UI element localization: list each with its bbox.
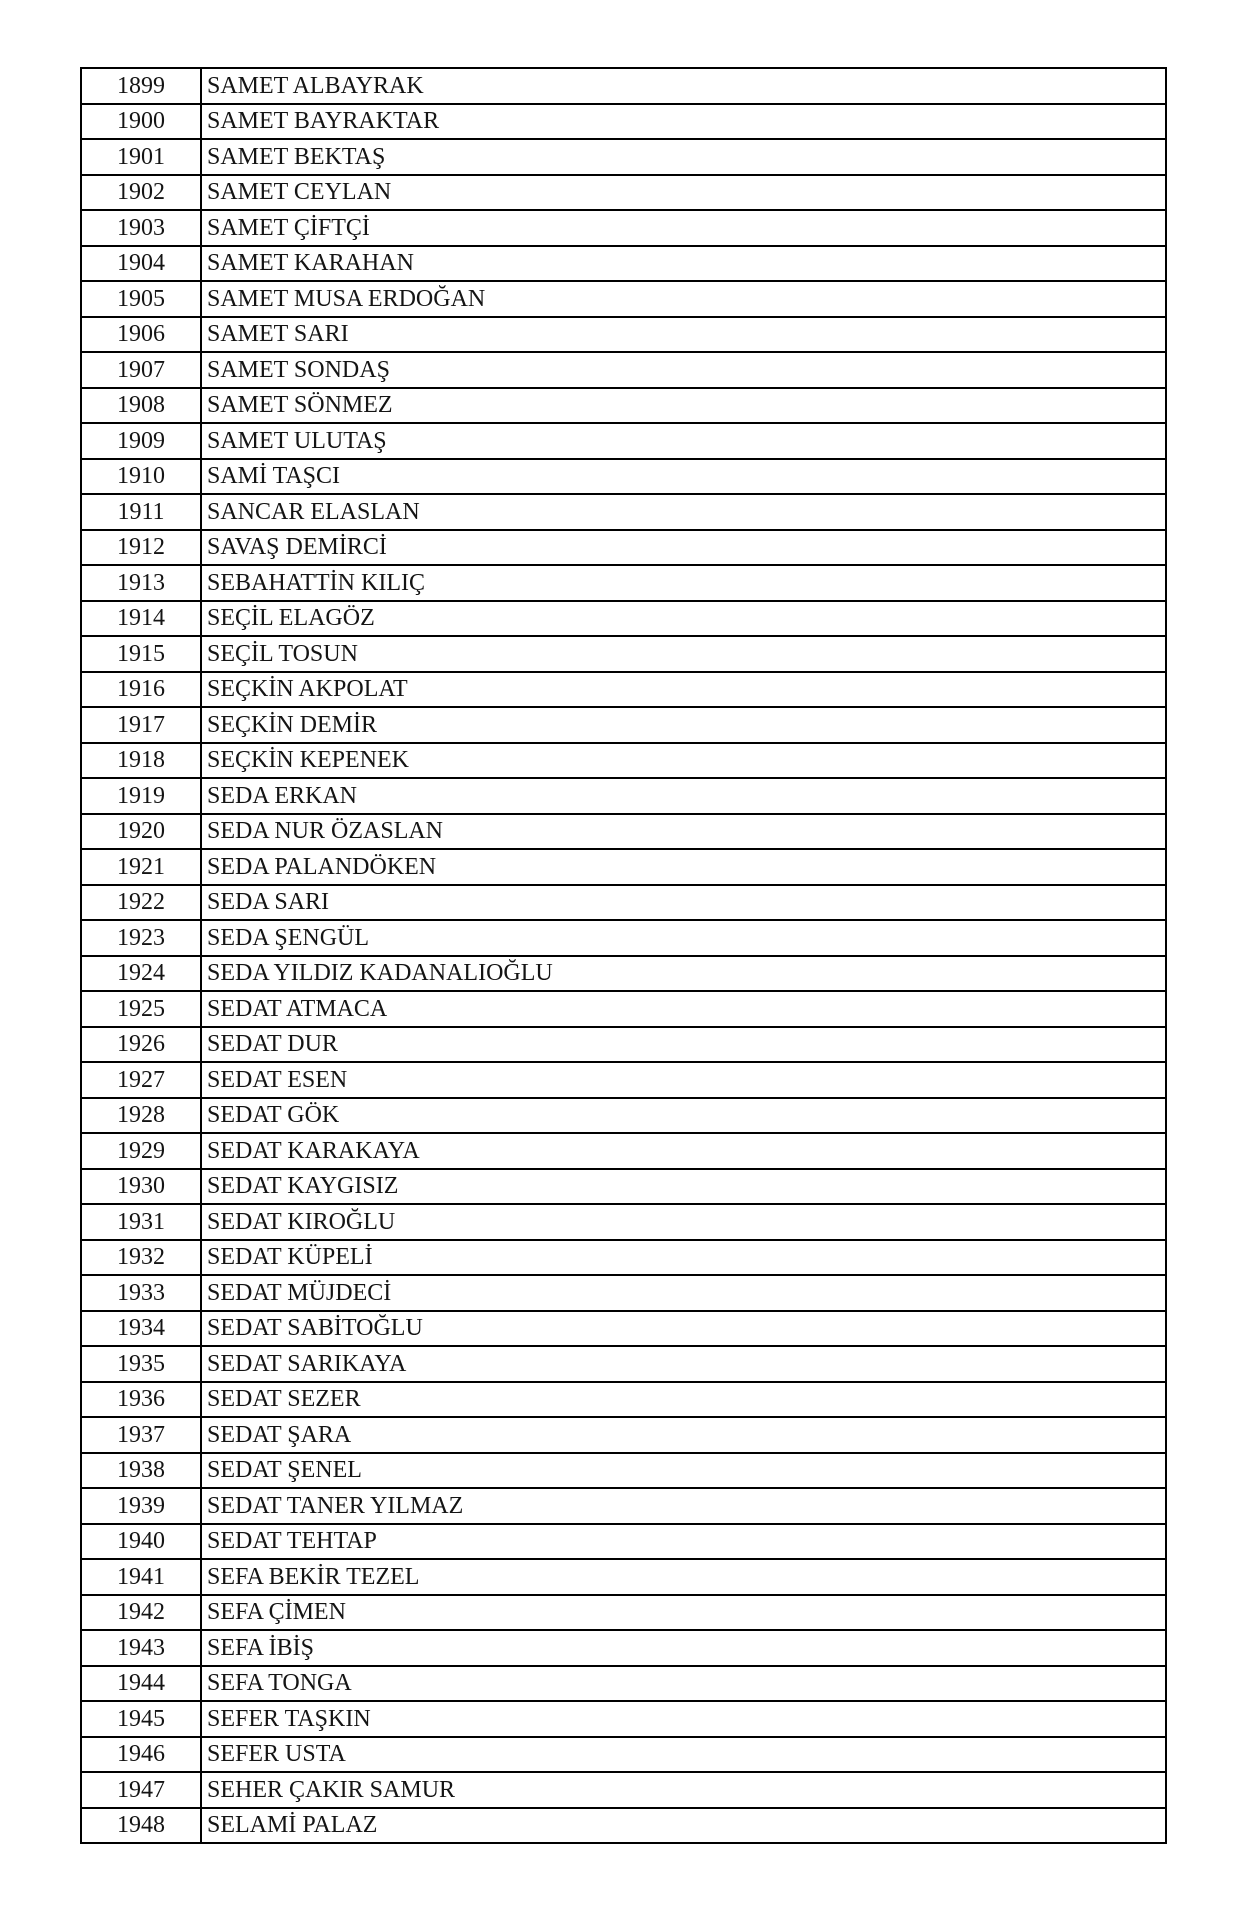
table-row bbox=[81, 530, 1166, 566]
table-row bbox=[81, 1027, 1166, 1063]
row-name-cell: SEDAT SEZER bbox=[201, 1382, 1166, 1418]
row-name-cell: SEDAT ŞENEL bbox=[201, 1453, 1166, 1489]
table-row bbox=[81, 1240, 1166, 1276]
table-row bbox=[81, 1204, 1166, 1240]
row-number-cell: 1911 bbox=[81, 494, 201, 530]
table-row bbox=[81, 281, 1166, 317]
table-row bbox=[81, 317, 1166, 353]
row-name-cell: SEDA NUR ÖZASLAN bbox=[201, 814, 1166, 850]
row-name-cell: SAMET ÇİFTÇİ bbox=[201, 210, 1166, 246]
row-number-cell: 1931 bbox=[81, 1204, 201, 1240]
table-row bbox=[81, 175, 1166, 211]
row-name-cell: SEDAT ESEN bbox=[201, 1062, 1166, 1098]
table-row bbox=[81, 1488, 1166, 1524]
table-row bbox=[81, 707, 1166, 743]
table-row bbox=[81, 1311, 1166, 1347]
row-number-cell: 1936 bbox=[81, 1382, 201, 1418]
row-number-cell: 1910 bbox=[81, 459, 201, 495]
row-name-cell: SEFER USTA bbox=[201, 1737, 1166, 1773]
row-name-cell: SAMET ALBAYRAK bbox=[201, 68, 1166, 104]
row-number-cell: 1905 bbox=[81, 281, 201, 317]
row-number-cell: 1912 bbox=[81, 530, 201, 566]
table-row bbox=[81, 210, 1166, 246]
row-name-cell: SEDAT SARIKAYA bbox=[201, 1346, 1166, 1382]
table-row bbox=[81, 1417, 1166, 1453]
table-row bbox=[81, 1275, 1166, 1311]
row-number-cell: 1914 bbox=[81, 601, 201, 637]
row-number-cell: 1918 bbox=[81, 743, 201, 779]
row-number-cell: 1920 bbox=[81, 814, 201, 850]
table-row bbox=[81, 672, 1166, 708]
row-number-cell: 1908 bbox=[81, 388, 201, 424]
table-row bbox=[81, 1133, 1166, 1169]
row-number-cell: 1901 bbox=[81, 139, 201, 175]
table-row bbox=[81, 1169, 1166, 1205]
row-number-cell: 1935 bbox=[81, 1346, 201, 1382]
row-name-cell: SEÇİL ELAGÖZ bbox=[201, 601, 1166, 637]
table-row bbox=[81, 1701, 1166, 1737]
row-number-cell: 1922 bbox=[81, 885, 201, 921]
row-number-cell: 1946 bbox=[81, 1737, 201, 1773]
table-row bbox=[81, 849, 1166, 885]
row-name-cell: SEÇİL TOSUN bbox=[201, 636, 1166, 672]
row-name-cell: SEDAT SABİTOĞLU bbox=[201, 1311, 1166, 1347]
row-name-cell: SEDAT MÜJDECİ bbox=[201, 1275, 1166, 1311]
row-name-cell: SAMET BAYRAKTAR bbox=[201, 104, 1166, 140]
row-name-cell: SEDA YILDIZ KADANALIOĞLU bbox=[201, 956, 1166, 992]
row-name-cell: SEFA ÇİMEN bbox=[201, 1595, 1166, 1631]
table-row bbox=[81, 956, 1166, 992]
table-row bbox=[81, 1630, 1166, 1666]
row-name-cell: SEDAT DUR bbox=[201, 1027, 1166, 1063]
table-row bbox=[81, 139, 1166, 175]
table-row bbox=[81, 1666, 1166, 1702]
table-row bbox=[81, 1808, 1166, 1844]
table-row bbox=[81, 68, 1166, 104]
table-row bbox=[81, 778, 1166, 814]
table-row bbox=[81, 494, 1166, 530]
row-name-cell: SEÇKİN DEMİR bbox=[201, 707, 1166, 743]
row-number-cell: 1943 bbox=[81, 1630, 201, 1666]
table-row bbox=[81, 814, 1166, 850]
row-name-cell: SAMET SARI bbox=[201, 317, 1166, 353]
table-row bbox=[81, 1346, 1166, 1382]
table-row bbox=[81, 1453, 1166, 1489]
row-number-cell: 1904 bbox=[81, 246, 201, 282]
row-number-cell: 1927 bbox=[81, 1062, 201, 1098]
table-row bbox=[81, 1098, 1166, 1134]
table-row bbox=[81, 352, 1166, 388]
row-name-cell: SEBAHATTİN KILIÇ bbox=[201, 565, 1166, 601]
row-name-cell: SAMET SONDAŞ bbox=[201, 352, 1166, 388]
row-name-cell: SAMET SÖNMEZ bbox=[201, 388, 1166, 424]
row-number-cell: 1916 bbox=[81, 672, 201, 708]
row-name-cell: SEHER ÇAKIR SAMUR bbox=[201, 1772, 1166, 1808]
table-row bbox=[81, 388, 1166, 424]
row-number-cell: 1937 bbox=[81, 1417, 201, 1453]
table-row bbox=[81, 1737, 1166, 1773]
row-number-cell: 1923 bbox=[81, 920, 201, 956]
roster-table-body bbox=[81, 68, 1166, 1843]
table-row bbox=[81, 885, 1166, 921]
row-name-cell: SEDA ERKAN bbox=[201, 778, 1166, 814]
row-name-cell: SAMET ULUTAŞ bbox=[201, 423, 1166, 459]
row-number-cell: 1906 bbox=[81, 317, 201, 353]
table-row bbox=[81, 1595, 1166, 1631]
row-number-cell: 1921 bbox=[81, 849, 201, 885]
row-name-cell: SAMET CEYLAN bbox=[201, 175, 1166, 211]
row-name-cell: SEFA TONGA bbox=[201, 1666, 1166, 1702]
row-number-cell: 1938 bbox=[81, 1453, 201, 1489]
row-name-cell: SEÇKİN AKPOLAT bbox=[201, 672, 1166, 708]
row-number-cell: 1940 bbox=[81, 1524, 201, 1560]
row-name-cell: SEDAT GÖK bbox=[201, 1098, 1166, 1134]
row-number-cell: 1909 bbox=[81, 423, 201, 459]
row-number-cell: 1900 bbox=[81, 104, 201, 140]
row-number-cell: 1941 bbox=[81, 1559, 201, 1595]
table-row bbox=[81, 1382, 1166, 1418]
table-row bbox=[81, 636, 1166, 672]
table-row bbox=[81, 1772, 1166, 1808]
table-row bbox=[81, 104, 1166, 140]
row-number-cell: 1932 bbox=[81, 1240, 201, 1276]
row-number-cell: 1928 bbox=[81, 1098, 201, 1134]
row-name-cell: SAMET MUSA ERDOĞAN bbox=[201, 281, 1166, 317]
row-name-cell: SEDAT KAYGISIZ bbox=[201, 1169, 1166, 1205]
row-number-cell: 1945 bbox=[81, 1701, 201, 1737]
row-name-cell: SAMİ TAŞCI bbox=[201, 459, 1166, 495]
row-name-cell: SEDA ŞENGÜL bbox=[201, 920, 1166, 956]
table-row bbox=[81, 459, 1166, 495]
row-name-cell: SEFER TAŞKIN bbox=[201, 1701, 1166, 1737]
table-row bbox=[81, 601, 1166, 637]
row-name-cell: SEDA PALANDÖKEN bbox=[201, 849, 1166, 885]
row-name-cell: SANCAR ELASLAN bbox=[201, 494, 1166, 530]
table-row bbox=[81, 565, 1166, 601]
row-name-cell: SEDAT KARAKAYA bbox=[201, 1133, 1166, 1169]
row-number-cell: 1902 bbox=[81, 175, 201, 211]
row-name-cell: SEDAT TEHTAP bbox=[201, 1524, 1166, 1560]
row-number-cell: 1934 bbox=[81, 1311, 201, 1347]
row-number-cell: 1924 bbox=[81, 956, 201, 992]
row-number-cell: 1930 bbox=[81, 1169, 201, 1205]
row-number-cell: 1919 bbox=[81, 778, 201, 814]
row-name-cell: SEDA SARI bbox=[201, 885, 1166, 921]
row-number-cell: 1929 bbox=[81, 1133, 201, 1169]
row-number-cell: 1926 bbox=[81, 1027, 201, 1063]
row-number-cell: 1913 bbox=[81, 565, 201, 601]
row-number-cell: 1915 bbox=[81, 636, 201, 672]
table-row bbox=[81, 246, 1166, 282]
row-number-cell: 1917 bbox=[81, 707, 201, 743]
row-name-cell: SEDAT ŞARA bbox=[201, 1417, 1166, 1453]
table-row bbox=[81, 1559, 1166, 1595]
row-number-cell: 1948 bbox=[81, 1808, 201, 1844]
name-roster-table bbox=[80, 67, 1167, 1844]
row-name-cell: SEDAT TANER YILMAZ bbox=[201, 1488, 1166, 1524]
row-name-cell: SEDAT KIROĞLU bbox=[201, 1204, 1166, 1240]
row-number-cell: 1947 bbox=[81, 1772, 201, 1808]
row-name-cell: SEÇKİN KEPENEK bbox=[201, 743, 1166, 779]
row-number-cell: 1903 bbox=[81, 210, 201, 246]
row-number-cell: 1942 bbox=[81, 1595, 201, 1631]
row-name-cell: SELAMİ PALAZ bbox=[201, 1808, 1166, 1844]
row-name-cell: SEFA BEKİR TEZEL bbox=[201, 1559, 1166, 1595]
row-name-cell: SAVAŞ DEMİRCİ bbox=[201, 530, 1166, 566]
row-number-cell: 1899 bbox=[81, 68, 201, 104]
row-number-cell: 1907 bbox=[81, 352, 201, 388]
table-row bbox=[81, 920, 1166, 956]
table-row bbox=[81, 1062, 1166, 1098]
row-number-cell: 1933 bbox=[81, 1275, 201, 1311]
row-number-cell: 1925 bbox=[81, 991, 201, 1027]
table-row bbox=[81, 1524, 1166, 1560]
table-row bbox=[81, 991, 1166, 1027]
row-name-cell: SEFA İBİŞ bbox=[201, 1630, 1166, 1666]
row-number-cell: 1939 bbox=[81, 1488, 201, 1524]
row-name-cell: SAMET BEKTAŞ bbox=[201, 139, 1166, 175]
table-row bbox=[81, 423, 1166, 459]
row-name-cell: SEDAT KÜPELİ bbox=[201, 1240, 1166, 1276]
row-name-cell: SAMET KARAHAN bbox=[201, 246, 1166, 282]
row-name-cell: SEDAT ATMACA bbox=[201, 991, 1166, 1027]
table-row bbox=[81, 743, 1166, 779]
row-number-cell: 1944 bbox=[81, 1666, 201, 1702]
